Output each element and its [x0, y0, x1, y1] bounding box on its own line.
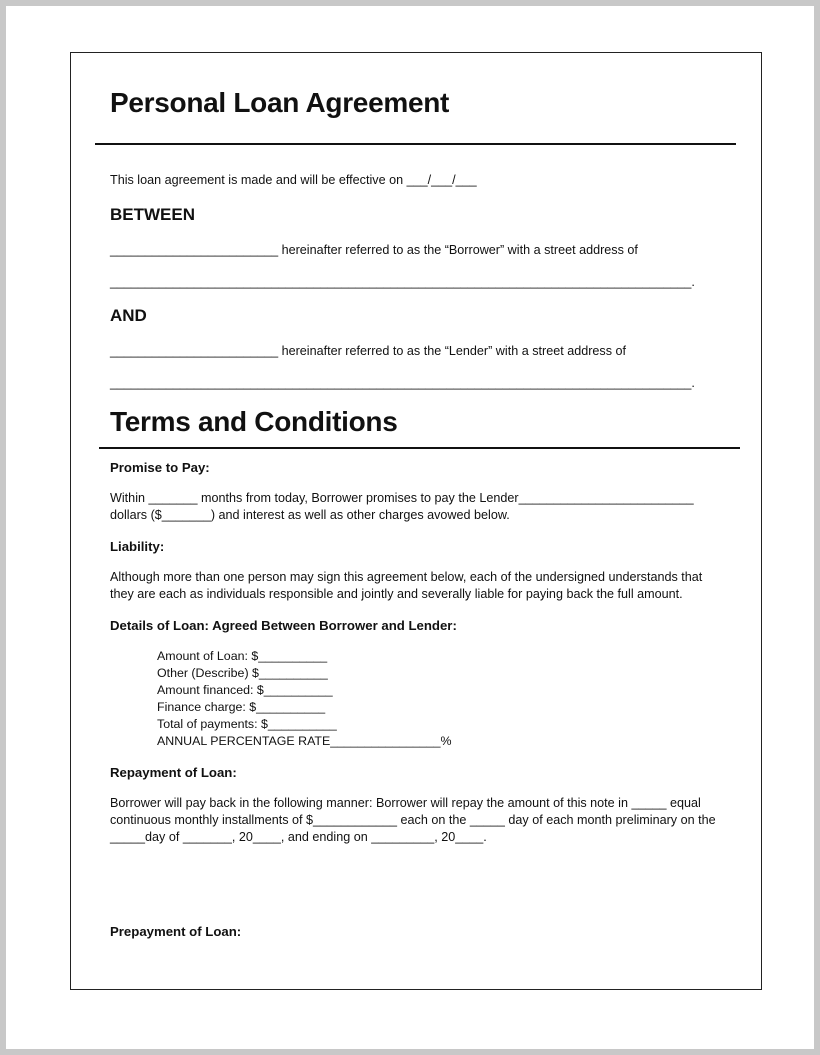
- detail-other: Other (Describe) $__________: [157, 666, 328, 680]
- terms-rule: [99, 447, 740, 449]
- liability-line-1: Although more than one person may sign this agreement below, each of the undersigned understands that: [110, 570, 703, 584]
- detail-amount-financed: Amount financed: $__________: [157, 683, 333, 697]
- repayment-line-1: Borrower will pay back in the following manner: Borrower will repay the amount of this note in _____ equal: [110, 796, 701, 810]
- promise-line-2: dollars ($_______) and interest as well as other charges avowed below.: [110, 508, 510, 522]
- document-page: [70, 52, 762, 990]
- liability-heading: Liability:: [110, 539, 165, 554]
- effective-date-line: This loan agreement is made and will be effective on ___/___/___: [110, 173, 477, 187]
- title-rule: [95, 143, 736, 145]
- detail-finance-charge: Finance charge: $__________: [157, 700, 326, 714]
- and-label: AND: [110, 306, 147, 325]
- repayment-line-2: continuous monthly installments of $____________ each on the _____ day of each month preliminary on the: [110, 813, 716, 827]
- terms-heading: Terms and Conditions: [110, 406, 398, 437]
- prepayment-heading: Prepayment of Loan:: [110, 924, 242, 939]
- lender-line: ________________________ hereinafter referred to as the “Lender” with a street address of: [110, 344, 627, 358]
- repayment-line-3: _____day of _______, 20____, and ending on _________, 20____.: [110, 830, 487, 844]
- details-heading: Details of Loan: Agreed Between Borrower and Lender:: [110, 618, 457, 633]
- lender-address-line: ___________________________________________________________________________________.: [110, 376, 695, 390]
- promise-heading: Promise to Pay:: [110, 460, 210, 475]
- borrower-line: ________________________ hereinafter referred to as the “Borrower” with a street address of: [110, 243, 638, 257]
- detail-total-of-payments: Total of payments: $__________: [157, 717, 337, 731]
- borrower-address-line: ___________________________________________________________________________________.: [110, 275, 695, 289]
- repayment-heading: Repayment of Loan:: [110, 765, 237, 780]
- detail-annual-percentage-rate: ANNUAL PERCENTAGE RATE________________%: [157, 734, 452, 748]
- detail-amount-of-loan: Amount of Loan: $__________: [157, 649, 328, 663]
- liability-line-2: they are each as individuals responsible and jointly and severally liable for paying back the full amount.: [110, 587, 683, 601]
- between-label: BETWEEN: [110, 205, 195, 224]
- document-title: Personal Loan Agreement: [110, 87, 450, 118]
- promise-line-1: Within _______ months from today, Borrower promises to pay the Lender_________________________: [110, 491, 694, 505]
